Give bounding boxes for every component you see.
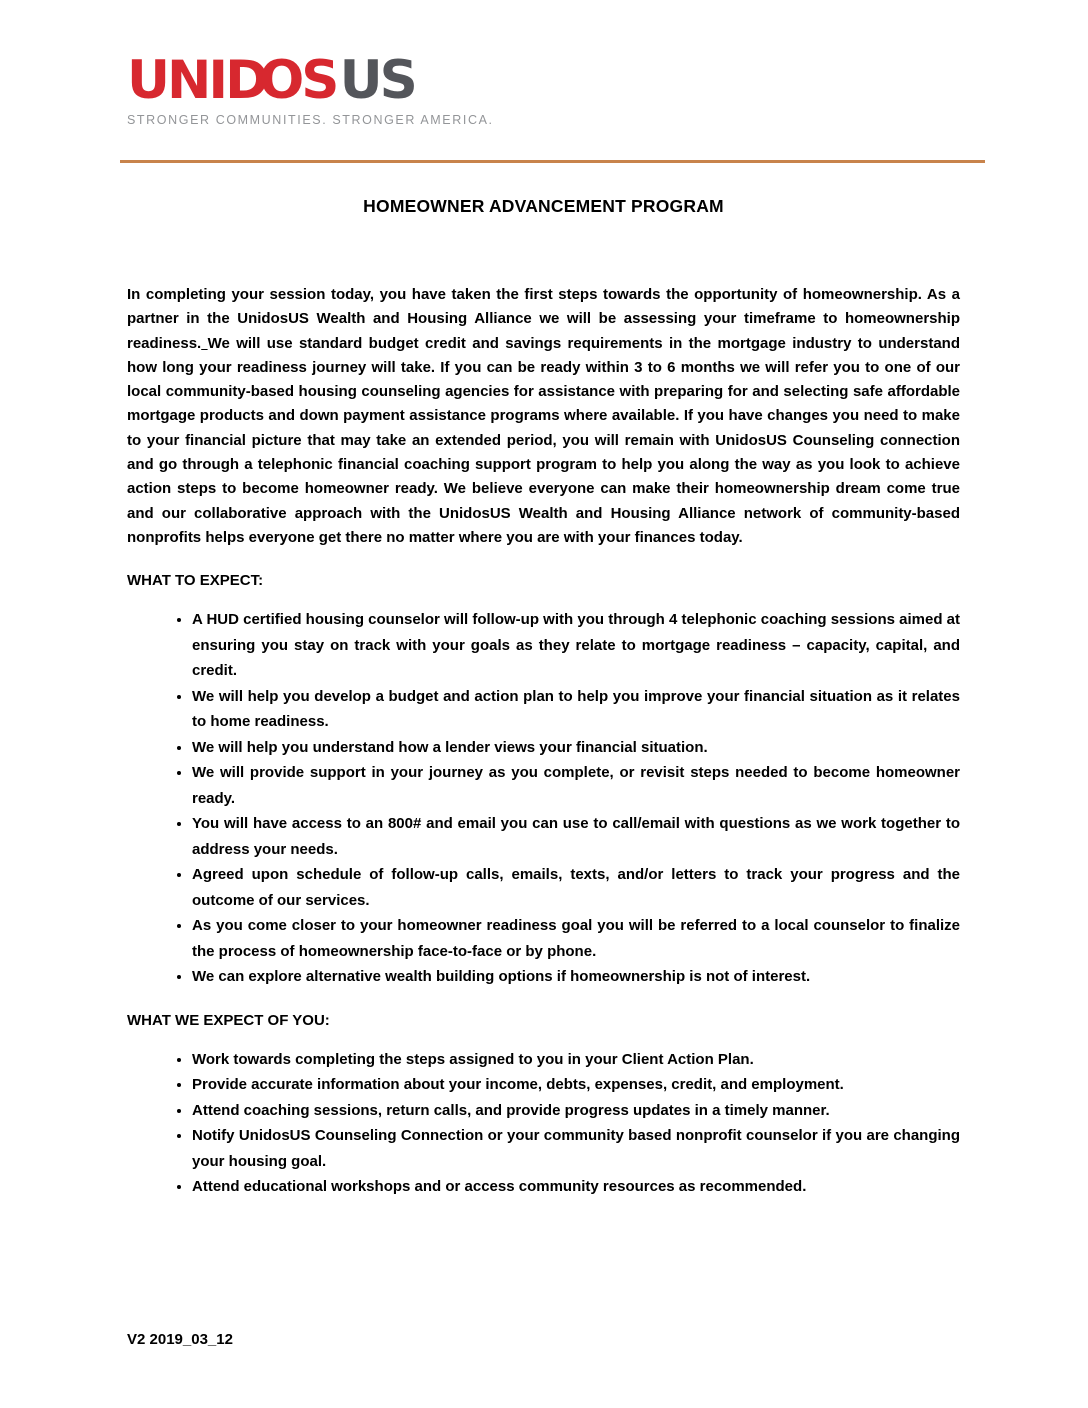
logo-wordmark	[127, 50, 960, 111]
list-item: • Work towards completing the steps assigned to you in your Client Action Plan.	[192, 1047, 960, 1073]
logo-text-s: S	[301, 50, 337, 111]
list-item: • Attend coaching sessions, return calls, and provide progress updates in a timely manner.	[192, 1098, 960, 1124]
intro-part2: We will use standard budget credit and savings requirements in the mortgage industry to understand how long your readiness journey will take. If you can be ready within 3 to 6 months we will refer you to one of our local community-based housing counseling agencies for assistance with preparing for and selecting safe affordable mortgage products and down payment assistance programs where available. If you have changes you need to make to your financial picture that may take an extended period, you will remain with UnidosUS Counseling connection and go through a telephonic financial coaching support program to help you along the way as you look to achieve action steps to become homeowner ready. We believe everyone can make their homeownership dream come true and our collaborative approach with the UnidosUS Wealth and Housing Alliance network of community-based nonprofits helps everyone get there no matter where you are with your finances today.	[127, 334, 960, 546]
list-item: • A HUD certified housing counselor will follow-up with you through 4 telephonic coaching sessions aimed at ensuring you stay on track with your goals as they relate to mortgage readiness – capacity, capital, and credit.	[192, 607, 960, 684]
list-item: • We will provide support in your journey as you complete, or revisit steps needed to become homeowner ready.	[192, 760, 960, 811]
list-item: • Provide accurate information about your income, debts, expenses, credit, and employment.	[192, 1072, 960, 1098]
list-item: • Agreed upon schedule of follow-up calls, emails, texts, and/or letters to track your progress and the outcome of our services.	[192, 862, 960, 913]
version-footer: V2 2019_03_12	[127, 1331, 233, 1348]
list-item: • You will have access to an 800# and email you can use to call/email with questions as we work together to address your needs.	[192, 811, 960, 862]
list-item: • Attend educational workshops and or access community resources as recommended.	[192, 1174, 960, 1200]
header-divider	[120, 160, 985, 163]
what-we-expect-list	[127, 1047, 960, 1200]
logo-text-us: US	[339, 50, 415, 111]
intro-part1: In completing your session today, you have taken the first steps towards the opportunity of homeownership. As a partner in the UnidosUS Wealth and Housing Alliance we will be assessing your timeframe to homeownership readiness.	[127, 286, 960, 352]
intro-paragraph	[127, 283, 960, 550]
section-heading-what-to-expect: WHAT TO EXPECT:	[127, 572, 264, 590]
list-item: • As you come closer to your homeowner readiness goal you will be referred to a local counselor to finalize the process of homeownership face-to-face or by phone.	[192, 913, 960, 964]
logo-text-unid: UNID	[127, 50, 267, 111]
logo-tagline: STRONGER COMMUNITIES. STRONGER AMERICA.	[127, 113, 494, 127]
section-heading-what-we-expect: WHAT WE EXPECT OF YOU:	[127, 1011, 330, 1029]
list-item: • We will help you understand how a lender views your financial situation.	[192, 735, 960, 761]
list-item: • We will help you develop a budget and action plan to help you improve your financial situation as it relates to home readiness.	[192, 684, 960, 735]
list-item: • We can explore alternative wealth building options if homeownership is not of interest.	[192, 964, 960, 990]
list-item: • Notify UnidosUS Counseling Connection or your community based nonprofit counselor if you are changing your housing goal.	[192, 1123, 960, 1174]
logo-text-o: O	[259, 50, 302, 111]
what-to-expect-list	[127, 607, 960, 990]
page-title: HOMEOWNER ADVANCEMENT PROGRAM	[363, 196, 724, 216]
unidosus-logo	[127, 50, 960, 127]
